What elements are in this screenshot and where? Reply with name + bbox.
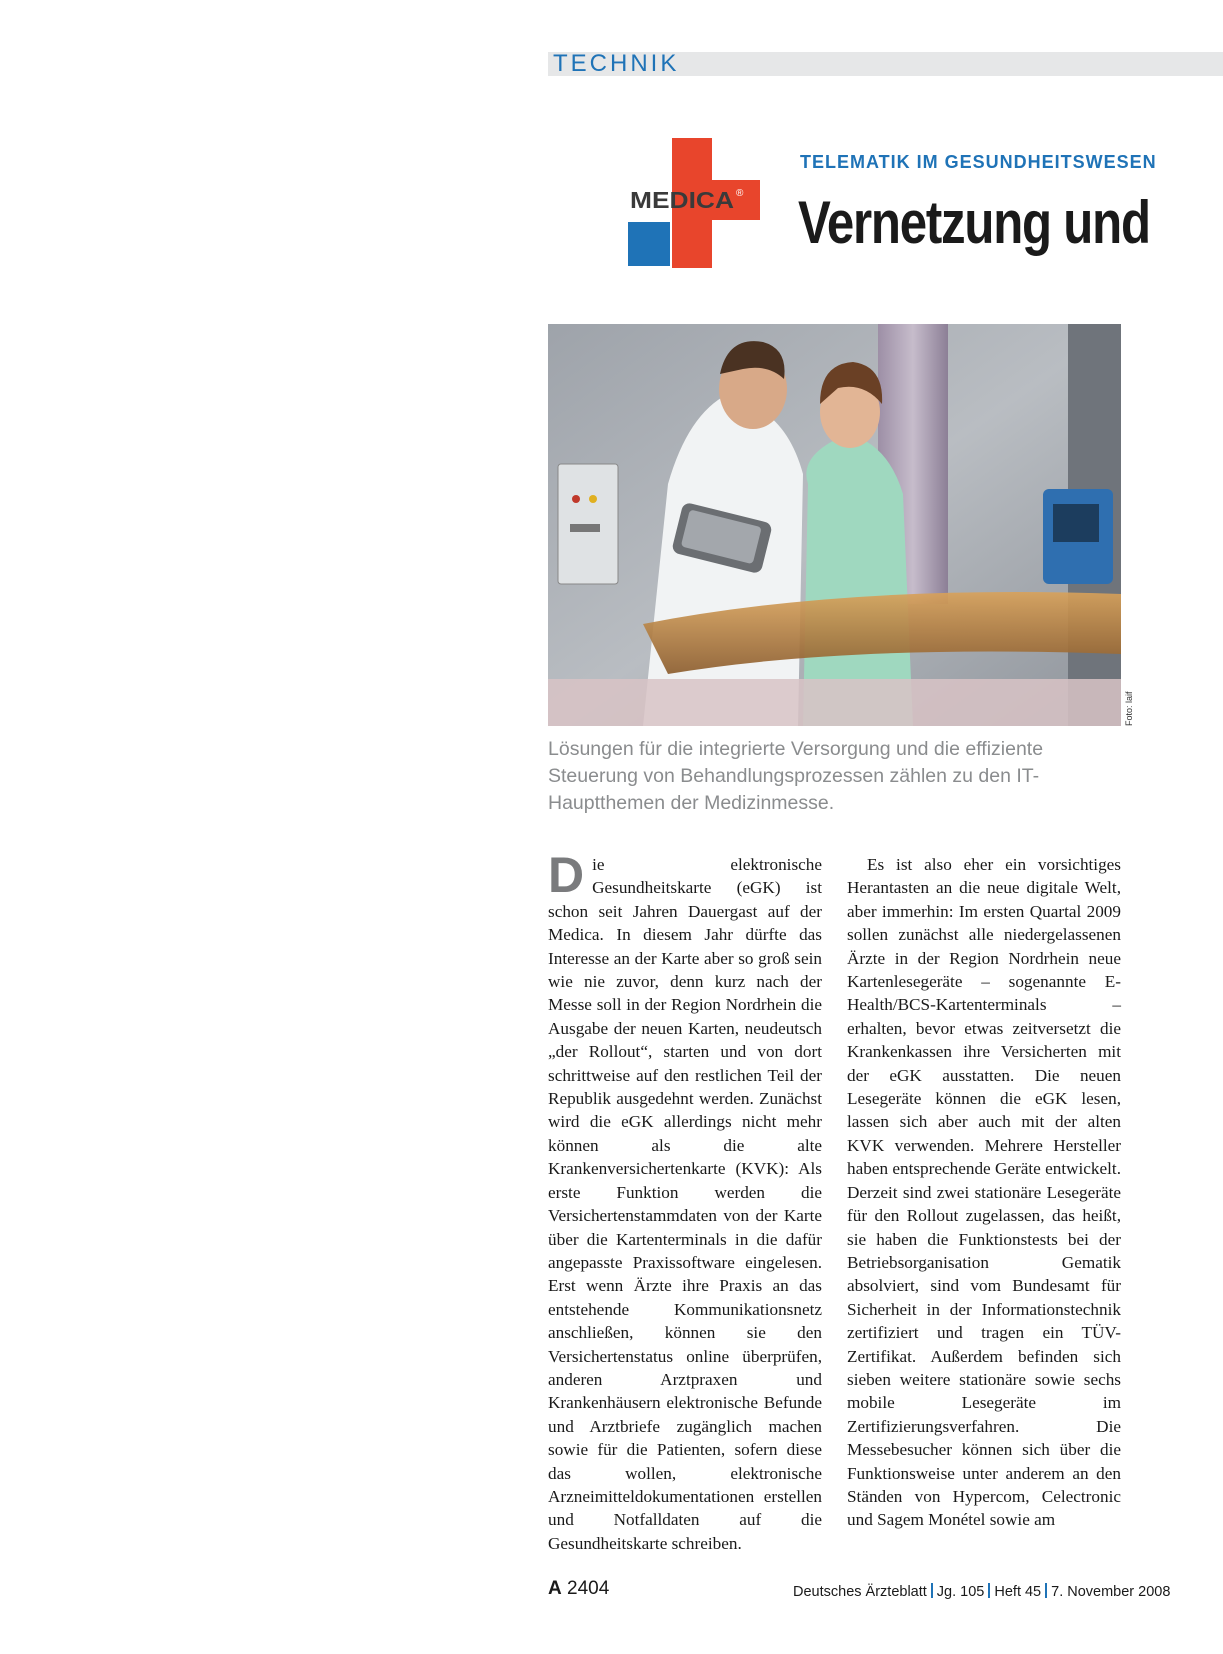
page-prefix: A	[548, 1578, 562, 1599]
logo-registered-mark: ®	[736, 188, 744, 199]
body-paragraph-1: ie elektronische Gesundheitskarte (eGK) ist schon seit Jahren Dauergast auf der Medica. In diesem Jahr dürfte das Interesse an der Karte aber so groß sein wie nie zuvor, denn kurz nach der Messe soll in der Region Nordrhein die Ausgabe der neuen Karten, neudeutsch „der Rollout“, starten und von dort schrittweise auf den restlichen Teil der Republik ausgedehnt werden. Zunächst wird die eGK allerdings nicht mehr können als die alte Krankenversichertenkarte (KVK): Als erste Funktion werden die Versichertenstammdaten von der Karte über die Kartenterminals in die dafür angepasste Praxissoftware eingelesen. Erst wenn Ärzte ihre Praxis an das entstehende Kommunikationsnetz anschließen, können sie den Versichertenstatus online überprüfen, anderen Arztpraxen und Krankenhäusern elektronische Befunde und Arztbriefe zugänglich machen sowie für die Patienten, sofern diese das wollen, elektronische Arzneimitteldokumentationen erstellen und Notfalldaten auf die Gesundheitskarte schreiben.	[548, 855, 822, 1553]
page-number-value: 2404	[567, 1578, 610, 1599]
footer-separator	[988, 1583, 990, 1598]
footer-separator	[1045, 1583, 1047, 1598]
journal-issue: Heft 45	[994, 1584, 1042, 1600]
logo-text: MEDICA	[630, 187, 734, 213]
body-column-left	[548, 847, 822, 1555]
journal-volume: Jg. 105	[936, 1584, 985, 1600]
article-headline: Vernetzung und	[798, 189, 1150, 256]
medica-logo	[628, 138, 760, 268]
photo-caption: Lösungen für die integrierte Versorgung und die effiziente Steuerung von Behandlungsprozessen zählen zu den IT-Hauptthemen der Medizinmesse.	[548, 738, 1044, 814]
journal-date: 7. November 2008	[1051, 1584, 1171, 1600]
footer-separator	[931, 1583, 933, 1598]
logo-blue-square	[628, 222, 670, 266]
journal-name: Deutsches Ärzteblatt	[793, 1584, 927, 1600]
drop-cap: D	[548, 847, 585, 903]
article-kicker: TELEMATIK IM GESUNDHEITSWESEN	[800, 152, 1157, 172]
body-paragraph-2: Es ist also eher ein vorsichtiges Herantasten an die neue digitale Welt, aber immerhin: Im ersten Quartal 2009 sollen zunächst alle niedergelassenen Ärzte in der Region Nordrhein neue Kartenlesegeräte – sogenannte E-Health/BCS-Kartenterminals – erhalten, bevor etwas zeitversetzt die Krankenkassen ihre Versicherten mit der eGK ausstatten. Die neuen Lesegeräte können die eGK lesen, lassen sich aber auch mit der alten KVK verwenden. Mehrere Hersteller haben entsprechende Geräte entwickelt. Derzeit sind zwei stationäre Lesegeräte für den Rollout zugelassen, das heißt, sie haben die Funktionstests bei der Betriebsorganisation Gematik absolviert, sind vom Bundesamt für Sicherheit in der Informationstechnik zertifiziert und tragen ein TÜV-Zertifikat. Außerdem befinden sich sieben weitere stationäre sowie sechs mobile Lesegeräte im Zertifizierungsverfahren. Die Messebesucher können sich über die Funktionsweise unter anderem an den Ständen von Hypercom, Celectronic und Sagem Monétel sowie am	[847, 855, 1121, 1530]
photo-credit: Foto: laif	[1124, 691, 1134, 726]
article-photo	[548, 324, 1121, 726]
section-label: TECHNIK	[553, 50, 680, 77]
page-number	[548, 1578, 609, 1600]
journal-info	[793, 1583, 1170, 1600]
body-column-right	[847, 853, 1121, 1532]
